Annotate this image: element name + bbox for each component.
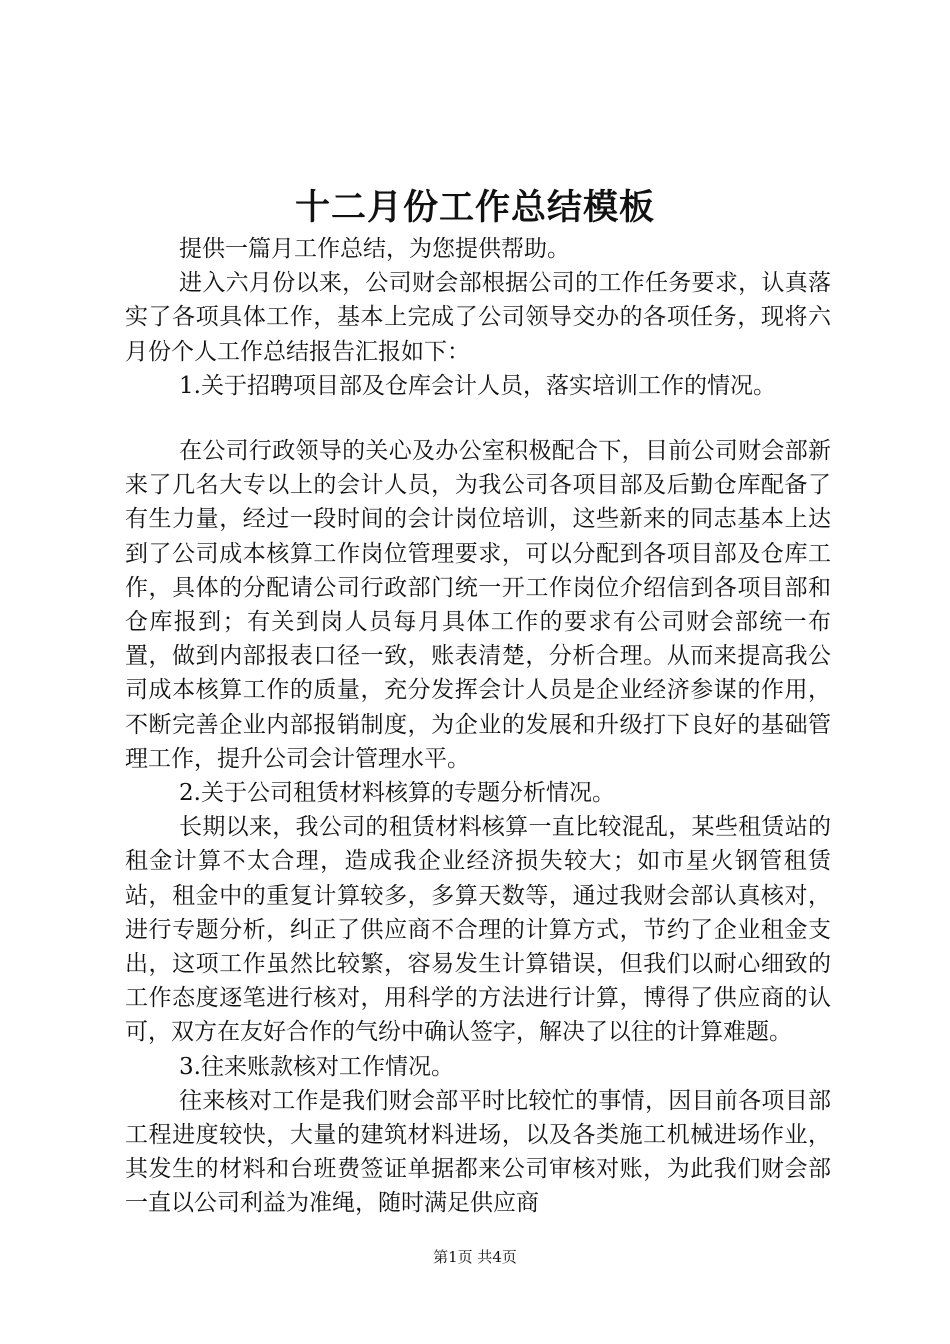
section-heading-1: 1.关于招聘项目部及仓库会计人员，落实培训工作的情况。 [179, 372, 776, 399]
paragraph-section-1: 在公司行政领导的关心及办公室积极配合下，目前公司财会部新来了几名大专以上的会计人员，为我公司各项目部及后勤仓库配备了有生力量，经过一段时间的会计岗位培训，这些新来的同志基本上达到了公司成本核算工作岗位管理要求，可以分配到各项目部及仓库工作，具体的分配请公司行政部门统一开工作岗位介绍信到各项目部和仓库报到；有关到岗人员每月具体工作的要求有公司财会部统一布置，做到内部报表口径一致，账表清楚，分析合理。从而来提高我公司成本核算工作的质量，充分发挥会计人员是企业经济参谋的作用，不断完善企业内部报销制度，为企业的发展和升级打下良好的基础管理工作，提升公司会计管理水平。 [125, 438, 831, 772]
page-footer: 第1页 共4页 [433, 1248, 517, 1266]
document-body [125, 232, 831, 1221]
paragraph-overview: 进入六月份以来，公司财会部根据公司的工作任务要求，认真落实了各项具体工作，基本上完成了公司领导交办的各项任务，现将六月份个人工作总结报告汇报如下： [125, 270, 831, 365]
document-title: 十二月份工作总结模板 [294, 187, 655, 228]
section-heading-3: 3.往来账款核对工作情况。 [179, 1053, 454, 1080]
paragraph-section-2: 长期以来，我公司的租赁材料核算一直比较混乱，某些租赁站的租金计算不太合理，造成我企业经济损失较大；如市星火钢管租赁站，租金中的重复计算较多，多算天数等，通过我财会部认真核对，进行专题分析，纠正了供应商不合理的计算方式，节约了企业租金支出，这项工作虽然比较繁，容易发生计算错误，但我们以耐心细致的工作态度逐笔进行核对，用科学的方法进行计算，博得了供应商的认可，双方在友好合作的气纷中确认签字，解决了以往的计算难题。 [125, 814, 831, 1046]
paragraph-intro: 提供一篇月工作总结，为您提供帮助。 [179, 236, 571, 262]
section-heading-2: 2.关于公司租赁材料核算的专题分析情况。 [179, 780, 615, 807]
paragraph-section-3: 往来核对工作是我们财会部平时比较忙的事情，因目前各项目部工程进度较快，大量的建筑材料进场，以及各类施工机械进场作业，其发生的材料和台班费签证单据都来公司审核对账，为此我们财会部一直以公司利益为准绳，随时满足供应商 [125, 1087, 831, 1217]
